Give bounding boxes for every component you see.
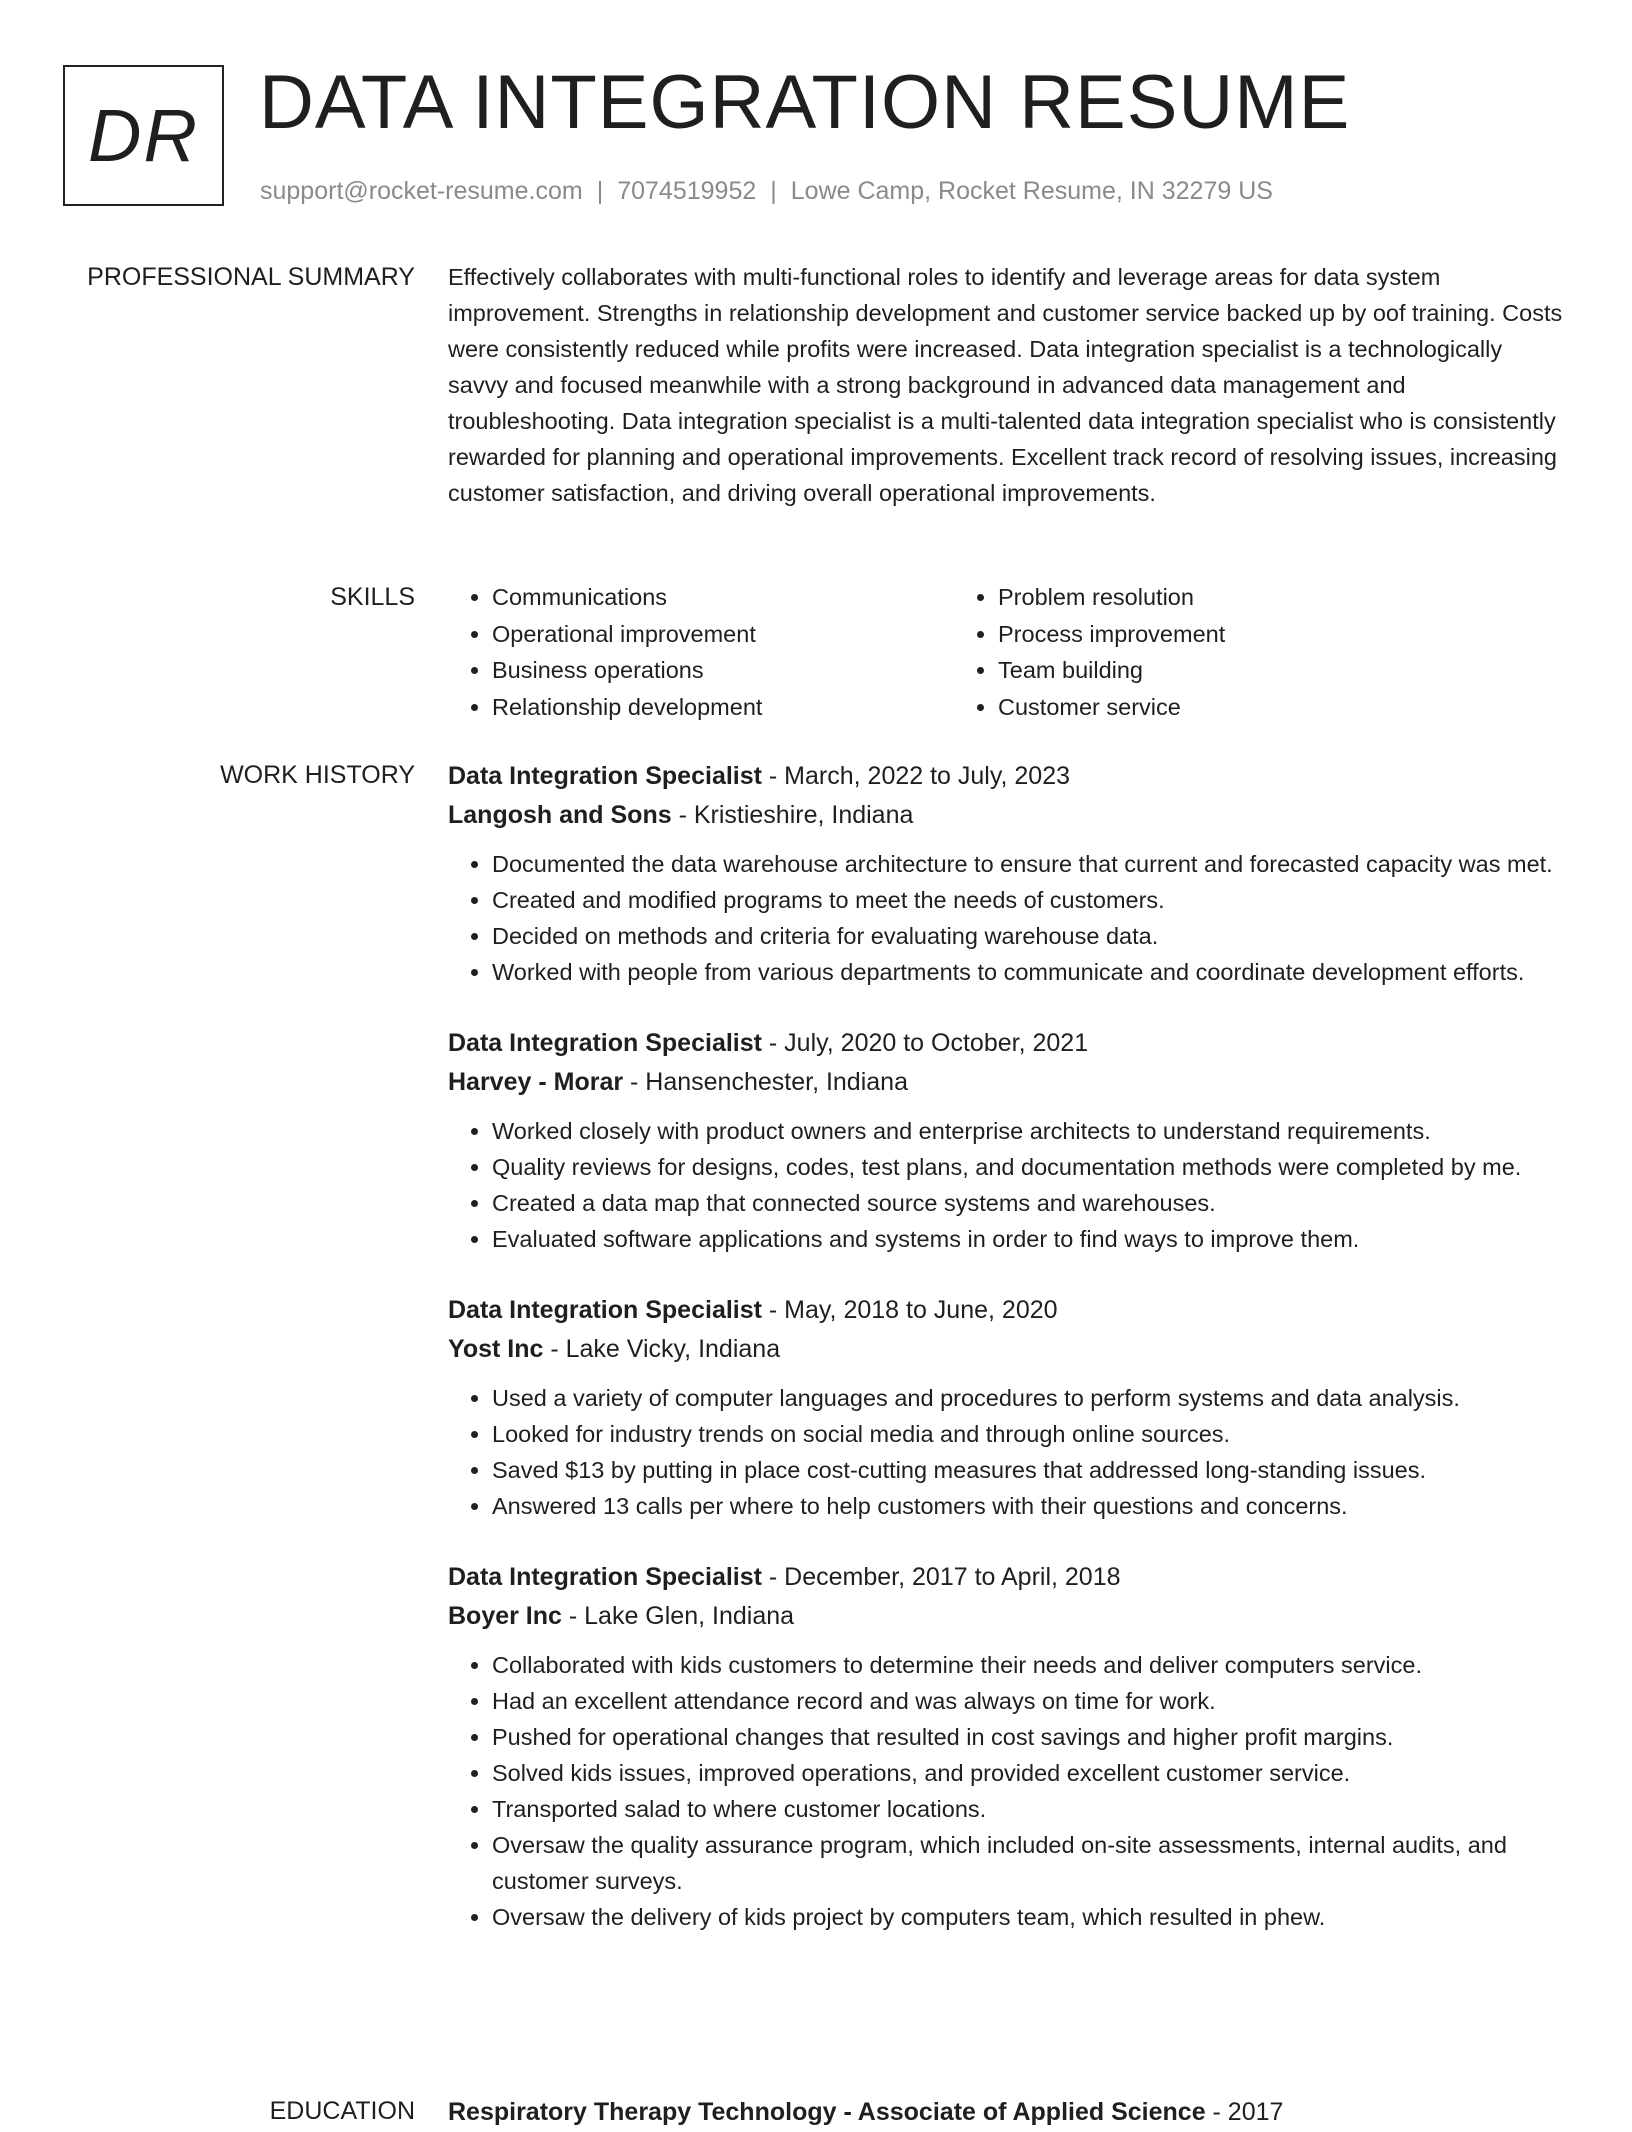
skill-item: • Relationship development — [492, 689, 954, 726]
job-company-line — [448, 1597, 1564, 1636]
job-entry — [448, 1024, 1564, 1257]
job-title: Data Integration Specialist — [448, 1296, 762, 1324]
skill-item: • Operational improvement — [492, 616, 954, 653]
job-bullet: • Oversaw the delivery of kids project by computers team, which resulted in phew. — [492, 1899, 1564, 1935]
job-bullets — [448, 1647, 1564, 1935]
job-bullet: • Pushed for operational changes that resulted in cost savings and higher profit margins. — [492, 1719, 1564, 1755]
job-bullet: • Worked closely with product owners and enterprise architects to understand requirements. — [492, 1113, 1564, 1149]
job-company-line — [448, 796, 1564, 835]
job-company: Boyer Inc — [448, 1601, 562, 1630]
job-bullet: • Oversaw the quality assurance program, which included on-site assessments, internal audits, and customer surveys. — [492, 1827, 1564, 1899]
job-dates: - July, 2020 to October, 2021 — [761, 1029, 1089, 1057]
job-entry — [448, 1558, 1564, 1935]
job-bullet: • Evaluated software applications and systems in order to find ways to improve them. — [492, 1221, 1564, 1257]
job-location: - Hansenchester, Indiana — [623, 1067, 908, 1096]
contact-email: support@rocket-resume.com — [260, 177, 583, 205]
job-bullet: • Worked with people from various departments to communicate and coordinate development efforts. — [492, 954, 1564, 990]
monogram-box — [63, 65, 224, 206]
job-bullets — [448, 1380, 1564, 1524]
job-bullet: • Used a variety of computer languages and procedures to perform systems and data analysis. — [492, 1380, 1564, 1416]
job-title-line — [448, 1558, 1564, 1597]
job-company: Yost Inc — [448, 1334, 544, 1363]
education-year: - 2017 — [1205, 2098, 1284, 2126]
contact-phone: 7074519952 — [617, 177, 757, 205]
job-dates: - December, 2017 to April, 2018 — [761, 1563, 1121, 1591]
skill-item: • Process improvement — [998, 616, 1460, 653]
job-bullet: • Transported salad to where customer locations. — [492, 1791, 1564, 1827]
job-title: Data Integration Specialist — [448, 762, 762, 790]
skills-heading: SKILLS — [330, 583, 415, 611]
job-location: - Kristieshire, Indiana — [671, 800, 914, 829]
job-bullet: • Saved $13 by putting in place cost-cutting measures that addressed long-standing issues. — [492, 1452, 1564, 1488]
skills-list-right — [954, 579, 1460, 726]
job-entry — [448, 1291, 1564, 1524]
education-degree: Respiratory Therapy Technology - Associate of Applied Science — [448, 2098, 1206, 2126]
job-location: - Lake Glen, Indiana — [561, 1601, 795, 1630]
job-bullet: • Looked for industry trends on social media and through online sources. — [492, 1416, 1564, 1452]
resume-title: DATA INTEGRATION RESUME — [259, 60, 1351, 145]
education-heading: EDUCATION — [269, 2097, 415, 2125]
contact-address: Lowe Camp, Rocket Resume, IN 32279 US — [790, 177, 1273, 205]
job-dates: - March, 2022 to July, 2023 — [761, 762, 1071, 790]
job-title: Data Integration Specialist — [448, 1029, 762, 1057]
summary-text: Effectively collaborates with multi-functional roles to identify and leverage areas for data system improvement. Strengths in relationship development and customer service backed up by oof training. Costs were consistently reduced while profits were increased. Data integration specialist is a technologically savvy and focused meanwhile with a strong background in advanced data management and troubleshooting. Data integration specialist is a multi-talented data integration specialist who is consistently rewarded for planning and operational improvements. Excellent track record of resolving issues, increasing customer satisfaction, and driving overall operational improvements. — [448, 264, 1563, 506]
job-title-line — [448, 757, 1564, 796]
job-bullet: • Solved kids issues, improved operations, and provided excellent customer service. — [492, 1755, 1564, 1791]
skill-item: • Team building — [998, 652, 1460, 689]
job-bullet: • Created and modified programs to meet the needs of customers. — [492, 882, 1564, 918]
monogram-initials: DR — [88, 94, 199, 177]
job-bullet: • Decided on methods and criteria for evaluating warehouse data. — [492, 918, 1564, 954]
job-bullet: • Quality reviews for designs, codes, test plans, and documentation methods were completed by me. — [492, 1149, 1564, 1185]
job-bullet: • Had an excellent attendance record and was always on time for work. — [492, 1683, 1564, 1719]
skill-item: • Business operations — [492, 652, 954, 689]
job-title-line — [448, 1291, 1564, 1330]
skill-item: • Problem resolution — [998, 579, 1460, 616]
job-bullet: • Documented the data warehouse architecture to ensure that current and forecasted capacity was met. — [492, 846, 1564, 882]
job-bullet: • Answered 13 calls per where to help customers with their questions and concerns. — [492, 1488, 1564, 1524]
job-title: Data Integration Specialist — [448, 1563, 762, 1591]
job-title-line — [448, 1024, 1564, 1063]
summary-heading: PROFESSIONAL SUMMARY — [87, 263, 415, 291]
skill-item: • Customer service — [998, 689, 1460, 726]
job-bullets — [448, 1113, 1564, 1257]
job-bullet: • Created a data map that connected source systems and warehouses. — [492, 1185, 1564, 1221]
job-company-line — [448, 1330, 1564, 1369]
contact-separator: | — [770, 177, 777, 205]
jobs-list — [448, 757, 1564, 1969]
job-bullets — [448, 846, 1564, 990]
skills-list-left — [448, 579, 954, 726]
job-bullet: • Collaborated with kids customers to determine their needs and deliver computers service. — [492, 1647, 1564, 1683]
contact-line — [260, 176, 1273, 206]
job-location: - Lake Vicky, Indiana — [543, 1334, 781, 1363]
education-entry — [448, 2093, 1564, 2132]
contact-separator: | — [596, 177, 604, 205]
job-dates: - May, 2018 to June, 2020 — [761, 1296, 1058, 1324]
job-company: Harvey - Morar — [448, 1067, 624, 1096]
work-history-heading: WORK HISTORY — [220, 761, 415, 789]
job-entry — [448, 757, 1564, 990]
job-company: Langosh and Sons — [448, 800, 672, 829]
skill-item: • Communications — [492, 579, 954, 616]
job-company-line — [448, 1063, 1564, 1102]
